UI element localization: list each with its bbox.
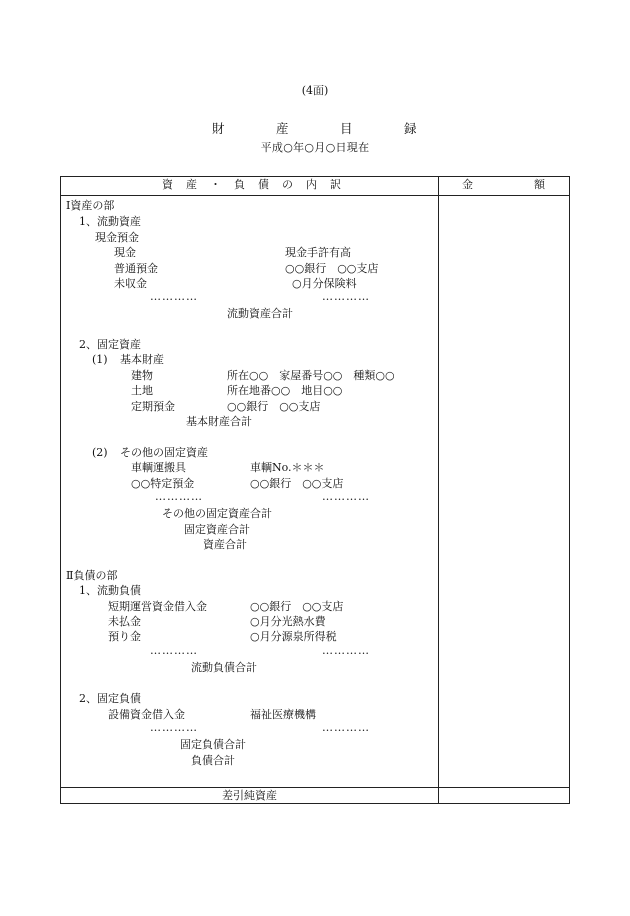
vehicle-detail: 車輌No.＊＊＊ <box>250 461 325 474</box>
deposits-received-detail: ○月分源泉所得税 <box>250 630 337 643</box>
header-description-char: の <box>282 178 293 191</box>
header-amount-char: 金 <box>462 178 473 191</box>
column-divider <box>438 176 439 804</box>
receivable-label: 未収金 <box>114 277 147 290</box>
other-fixed-number: (2) <box>92 446 108 459</box>
dots-left: ………… <box>155 490 203 503</box>
specific-deposit-detail: ○○銀行 ○○支店 <box>250 477 344 490</box>
header-description-char: 産 <box>186 178 197 191</box>
header-description-char: ・ <box>210 178 221 191</box>
fixed-assets-heading: 2、固定資産 <box>79 338 141 351</box>
header-description-char: 負 <box>234 178 245 191</box>
header-description-char: 内 <box>306 178 317 191</box>
ordinary-deposit-detail: ○○銀行 ○○支店 <box>285 262 379 275</box>
liabilities-heading: Ⅱ負債の部 <box>66 569 118 582</box>
fixed-liabilities-heading: 2、固定負債 <box>79 692 141 705</box>
equipment-loan-detail: 福祉医療機構 <box>250 708 316 721</box>
ordinary-deposit-label: 普通預金 <box>114 262 158 275</box>
dots-left: ………… <box>150 290 198 303</box>
short-term-loan-detail: ○○銀行 ○○支店 <box>250 600 344 613</box>
basic-property-heading: 基本財産 <box>120 353 164 366</box>
doc-title-char: 録 <box>404 121 417 136</box>
net-assets-label: 差引純資産 <box>222 789 277 802</box>
header-description-char: 資 <box>162 178 173 191</box>
current-assets-total: 流動資産合計 <box>227 307 293 320</box>
dots-left: ………… <box>150 644 198 657</box>
assets-heading: Ⅰ資産の部 <box>66 199 115 212</box>
time-deposit-label: 定期預金 <box>131 400 175 413</box>
page-number: (4面) <box>301 84 329 97</box>
header-amount-char: 額 <box>534 178 545 191</box>
equipment-loan-label: 設備資金借入金 <box>108 708 185 721</box>
receivable-detail: ○月分保険料 <box>292 277 357 290</box>
dots-right: ………… <box>322 490 370 503</box>
header-description-char: 訳 <box>330 178 341 191</box>
fixed-liabilities-total: 固定負債合計 <box>180 738 246 751</box>
cash-detail: 現金手許有高 <box>285 246 351 259</box>
basic-property-total: 基本財産合計 <box>186 415 252 428</box>
doc-title-char: 産 <box>276 121 289 136</box>
dots-right: ………… <box>322 721 370 734</box>
basic-property-number: (1) <box>92 353 108 366</box>
building-detail: 所在○○ 家屋番号○○ 種類○○ <box>227 369 395 382</box>
current-liabilities-heading: 1、流動負債 <box>79 584 141 597</box>
assets-total: 資産合計 <box>203 538 247 551</box>
vehicle-label: 車輌運搬具 <box>131 461 186 474</box>
land-label: 土地 <box>131 384 153 397</box>
current-assets-heading: 1、流動資産 <box>79 215 141 228</box>
doc-date: 平成○年○月○日現在 <box>260 141 370 154</box>
cash-label: 現金 <box>114 246 136 259</box>
header-divider <box>60 195 570 196</box>
dots-left: ………… <box>150 721 198 734</box>
short-term-loan-label: 短期運営資金借入金 <box>108 600 207 613</box>
liabilities-total: 負債合計 <box>191 754 235 767</box>
cash-deposits-heading: 現金預金 <box>95 231 139 244</box>
dots-right: ………… <box>322 644 370 657</box>
accrued-label: 未払金 <box>108 615 141 628</box>
time-deposit-detail: ○○銀行 ○○支店 <box>227 400 321 413</box>
other-fixed-total: その他の固定資産合計 <box>162 507 272 520</box>
fixed-assets-total: 固定資産合計 <box>184 523 250 536</box>
other-fixed-heading: その他の固定資産 <box>120 446 208 459</box>
doc-title-char: 財 <box>212 121 225 136</box>
current-liabilities-total: 流動負債合計 <box>191 661 257 674</box>
net-assets-divider <box>60 787 570 788</box>
header-description-char: 債 <box>258 178 269 191</box>
specific-deposit-label: ○○特定預金 <box>131 477 195 490</box>
building-label: 建物 <box>131 369 153 382</box>
accrued-detail: ○月分光熱水費 <box>250 615 326 628</box>
deposits-received-label: 預り金 <box>108 630 141 643</box>
doc-title-char: 目 <box>340 121 353 136</box>
land-detail: 所在地番○○ 地目○○ <box>227 384 343 397</box>
dots-right: ………… <box>322 290 370 303</box>
